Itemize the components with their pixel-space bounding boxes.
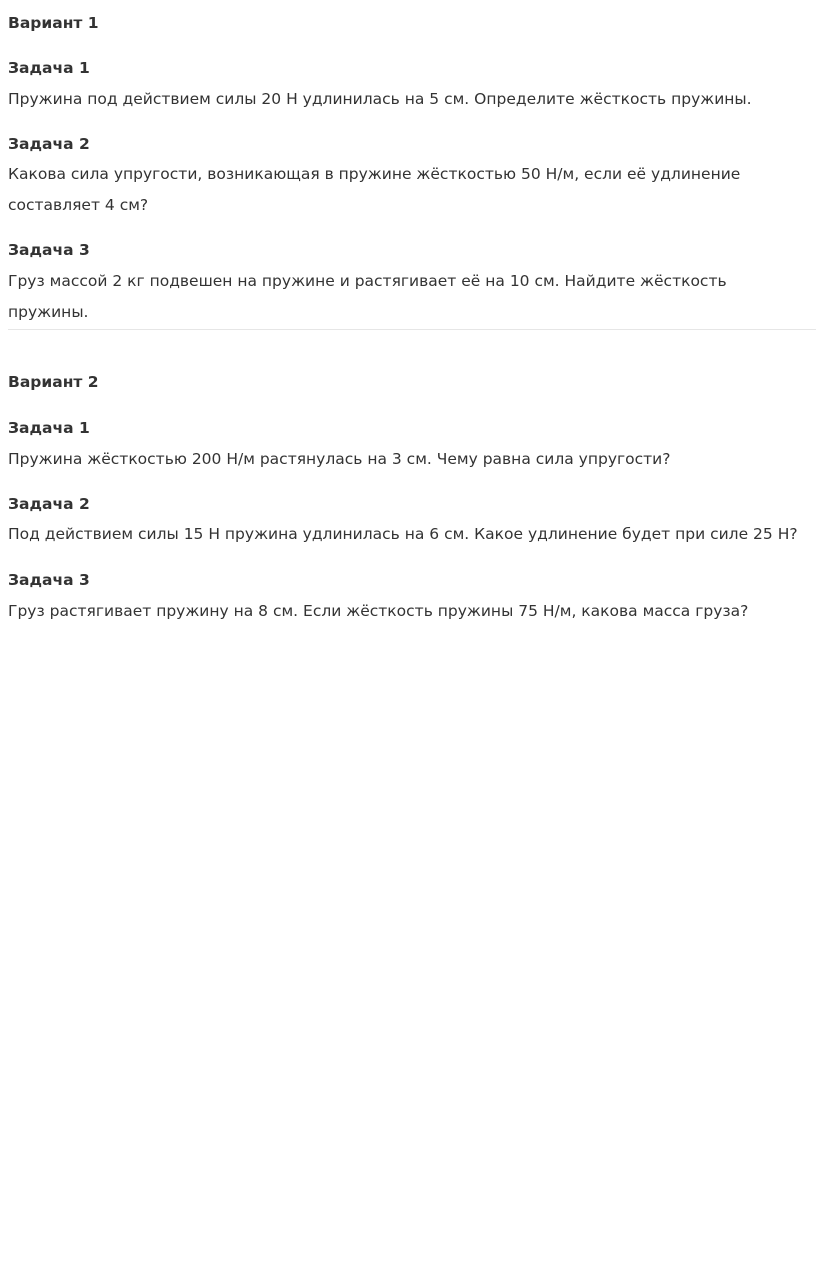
section-divider [8, 329, 816, 330]
variant-1-task-1-title: Задача 1 [8, 59, 90, 77]
variant-2-title: Вариант 2 [8, 373, 99, 391]
variant-2-task-1-title: Задача 1 [8, 419, 90, 437]
variant-2-task-2-text: Под действием силы 15 Н пружина удлинилась на 6 см. Какое удлинение будет при силе 25 Н? [8, 525, 798, 543]
variant-2-task-3-title: Задача 3 [8, 571, 90, 589]
variant-1-title: Вариант 1 [8, 14, 99, 32]
variant-2-task-2-title: Задача 2 [8, 495, 90, 513]
variant-1-task-3-title: Задача 3 [8, 241, 90, 259]
variant-1-task-3-text: Груз массой 2 кг подвешен на пружине и растягивает её на 10 см. Найдите жёсткость пружины. [8, 272, 727, 321]
variant-2-task-1-text: Пружина жёсткостью 200 Н/м растянулась на 3 см. Чему равна сила упругости? [8, 450, 671, 468]
variant-1-task-1-text: Пружина под действием силы 20 Н удлинилась на 5 см. Определите жёсткость пружины. [8, 90, 752, 108]
variant-1-task-2-title: Задача 2 [8, 135, 90, 153]
variant-1-task-2-text: Какова сила упругости, возникающая в пружине жёсткостью 50 Н/м, если её удлинение составляет 4 см? [8, 165, 741, 214]
variant-2-task-3-text: Груз растягивает пружину на 8 см. Если жёсткость пружины 75 Н/м, какова масса груза? [8, 602, 749, 620]
